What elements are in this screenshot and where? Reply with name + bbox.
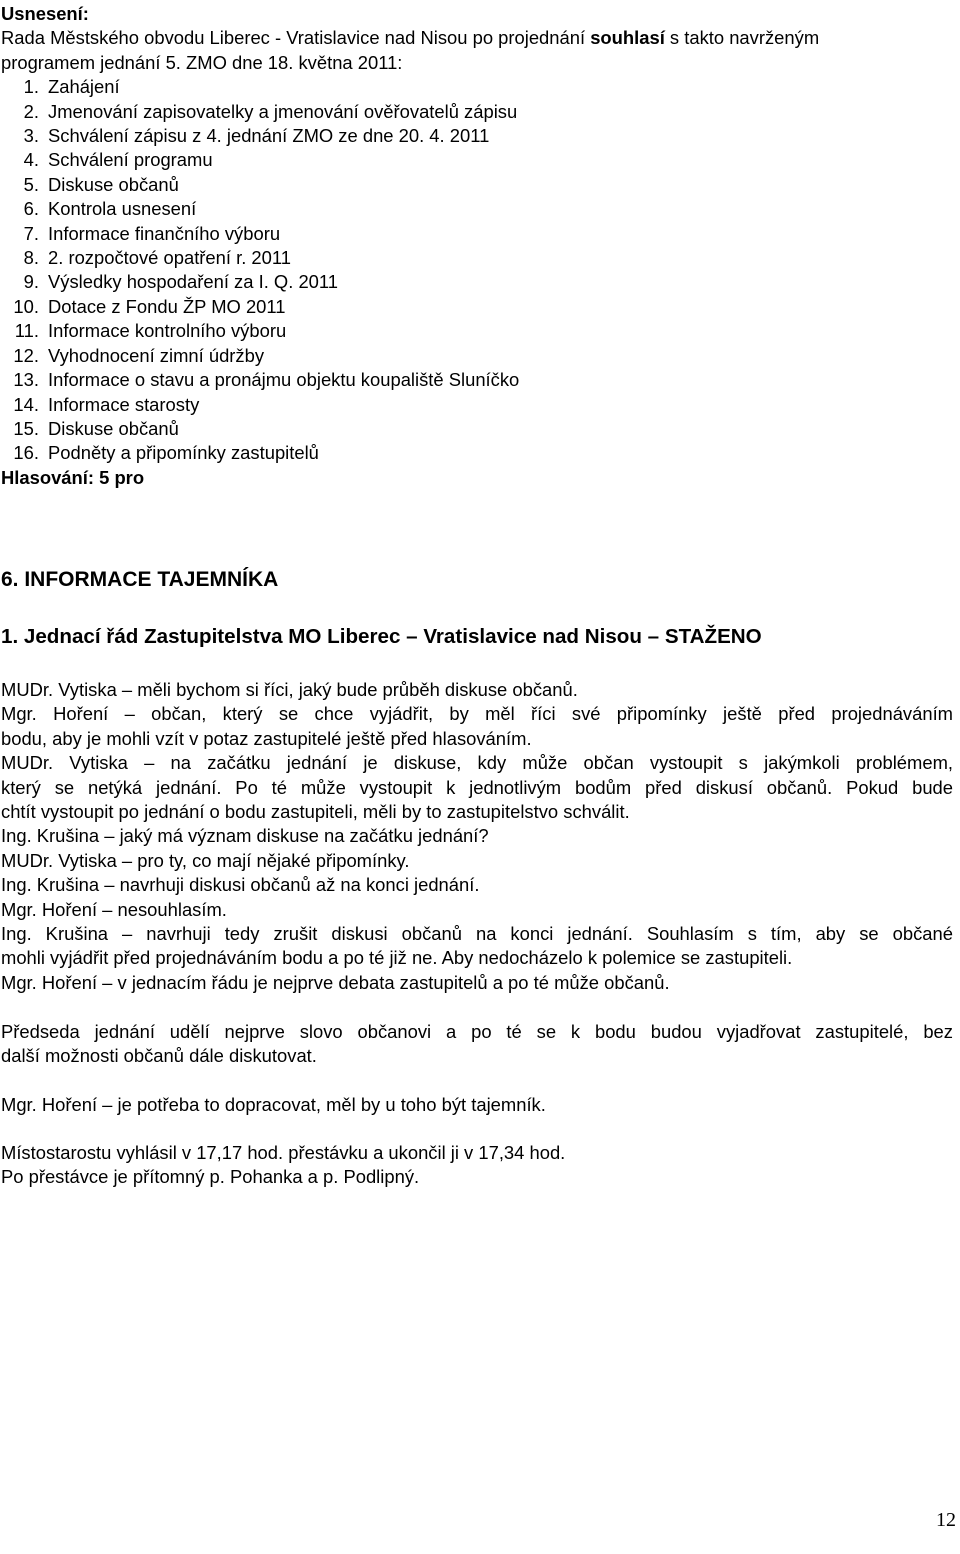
agenda-item-number: 7. <box>23 222 39 244</box>
text-line: Ing. Krušina – navrhuji tedy zrušit diskusi občanů na konci jednání. Souhlasím s tím, aby se občané <box>1 923 953 945</box>
agenda-item <box>1 124 953 148</box>
agenda-item-text: Kontrola usnesení <box>48 198 197 220</box>
agenda-item <box>1 393 953 417</box>
horeni-note: Mgr. Hoření – je potřeba to dopracovat, měl by u toho být tajemník. <box>1 1094 546 1115</box>
horeni-note-block <box>1 1093 953 1117</box>
agenda-item-text: Informace kontrolního výboru <box>48 320 287 342</box>
agenda-item <box>1 368 953 392</box>
agenda-item-number: 13. <box>13 369 39 391</box>
agenda-item <box>1 246 953 270</box>
agenda-item <box>1 344 953 368</box>
agenda-item-number: 3. <box>23 125 39 147</box>
text-line: další možnosti občanů dále diskutovat. <box>1 1045 317 1067</box>
agenda-item-text: Jmenování zapisovatelky a jmenování ověřovatelů zápisu <box>48 100 518 122</box>
page-number: 12 <box>936 1509 956 1531</box>
agenda-item-number: 11. <box>14 320 39 342</box>
agenda-item-number: 8. <box>23 247 39 269</box>
agenda-item-number: 12. <box>13 344 39 366</box>
agenda-item <box>1 270 953 294</box>
resolution-verb: souhlasí <box>590 27 665 49</box>
agenda-item <box>1 100 953 124</box>
text-line: bodu, aby je mohli vzít v potaz zastupitelé ještě před hlasováním. <box>1 727 532 749</box>
text-line: Ing. Krušina – jaký má význam diskuse na začátku jednání? <box>1 825 489 847</box>
agenda-item <box>1 222 953 246</box>
agenda-item-number: 6. <box>23 198 39 220</box>
section-6 <box>1 566 953 594</box>
agenda-item-text: Informace o stavu a pronájmu objektu koupaliště Sluníčko <box>48 369 520 391</box>
agenda-item-text: 2. rozpočtové opatření r. 2011 <box>48 247 291 269</box>
resolution-heading: Usnesení: <box>1 3 89 24</box>
agenda-item <box>1 197 953 221</box>
agenda-item-text: Schválení zápisu z 4. jednání ZMO ze dne 20. 4. 2011 <box>48 125 490 147</box>
agenda-item-text: Diskuse občanů <box>48 417 179 439</box>
agenda-item-text: Diskuse občanů <box>48 173 179 195</box>
text-line: Mgr. Hoření – občan, který se chce vyjádřit, by měl říci své připomínky ještě před projednáváním <box>1 703 953 725</box>
agenda-item-number: 16. <box>13 442 39 464</box>
agenda-list <box>1 75 953 466</box>
agenda-item-text: Informace finančního výboru <box>48 222 281 244</box>
agenda-item-number: 2. <box>23 100 39 122</box>
section-6-item-1 <box>1 623 953 651</box>
agenda-item-text: Výsledky hospodaření za I. Q. 2011 <box>48 271 338 293</box>
text-line: Předseda jednání udělí nejprve slovo občanovi a po té se k bodu budou vyjadřovat zastupitelé, bez <box>1 1021 953 1042</box>
break-line-2: Po přestávce je přítomný p. Pohanka a p. Podlipný. <box>1 1166 420 1188</box>
agenda-item <box>1 173 953 197</box>
chair-rule-paragraph <box>1 1020 953 1069</box>
resolution-block <box>1 2 953 490</box>
text-line: Mgr. Hoření – v jednacím řádu je nejprve debata zastupitelů a po té může občanů. <box>1 971 670 993</box>
agenda-item <box>1 148 953 172</box>
item-heading: 1. Jednací řád Zastupitelstva MO Liberec – Vratislavice nad Nisou – STAŽENO <box>1 625 762 648</box>
agenda-item-text: Vyhodnocení zimní údržby <box>48 344 265 366</box>
agenda-item-number: 5. <box>23 173 39 195</box>
agenda-item <box>1 417 953 441</box>
agenda-item-number: 14. <box>13 393 39 415</box>
break-block <box>1 1141 953 1190</box>
discussion-block <box>1 678 953 995</box>
text-line: Mgr. Hoření – nesouhlasím. <box>1 898 227 920</box>
agenda-item-text: Informace starosty <box>48 393 200 415</box>
break-line-1: Místostarostu vyhlásil v 17,17 hod. přestávku a ukončil ji v 17,34 hod. <box>1 1142 566 1163</box>
resolution-intro-line1: Rada Městského obvodu Liberec - Vratislavice nad Nisou po projednání souhlasí s takto navrženým <box>1 27 820 49</box>
agenda-item-text: Dotace z Fondu ŽP MO 2011 <box>48 295 286 317</box>
agenda-item <box>1 441 953 465</box>
agenda-item-text: Zahájení <box>48 76 120 98</box>
text-line: mohli vyjádřit před projednáváním bodu a po té již ne. Aby nedocházelo k polemice se zastupiteli. <box>1 947 793 969</box>
agenda-item <box>1 319 953 343</box>
text-line: MUDr. Vytiska – pro ty, co mají nějaké připomínky. <box>1 849 410 871</box>
agenda-item-number: 15. <box>13 417 39 439</box>
text-line: MUDr. Vytiska – na začátku jednání je diskuse, kdy může občan vystoupit s jakýmkoli problémem, <box>1 752 953 774</box>
text-line: chtít vystoupit po jednání o bodu zastupiteli, měli by to zastupitelstvo schválit. <box>1 801 630 823</box>
agenda-item-text: Podněty a připomínky zastupitelů <box>48 442 319 464</box>
text-line: MUDr. Vytiska – měli bychom si říci, jaký bude průběh diskuse občanů. <box>1 679 578 700</box>
text-line: který se netýká jednání. Po té může vystoupit k jednotlivým bodům před diskusí občanů. Pokud bude <box>1 776 953 798</box>
resolution-intro-line2: programem jednání 5. ZMO dne 18. května 2011: <box>1 51 403 73</box>
agenda-item <box>1 75 953 99</box>
agenda-item-number: 10. <box>13 295 39 317</box>
vote-result: Hlasování: 5 pro <box>1 466 145 488</box>
agenda-item-number: 1. <box>23 76 39 98</box>
section-heading: 6. INFORMACE TAJEMNÍKA <box>1 568 279 591</box>
text-line: Ing. Krušina – navrhuji diskusi občanů až na konci jednání. <box>1 874 480 896</box>
agenda-item-text: Schválení programu <box>48 149 213 171</box>
agenda-item-number: 4. <box>23 149 39 171</box>
agenda-item-number: 9. <box>23 271 39 293</box>
agenda-item <box>1 295 953 319</box>
